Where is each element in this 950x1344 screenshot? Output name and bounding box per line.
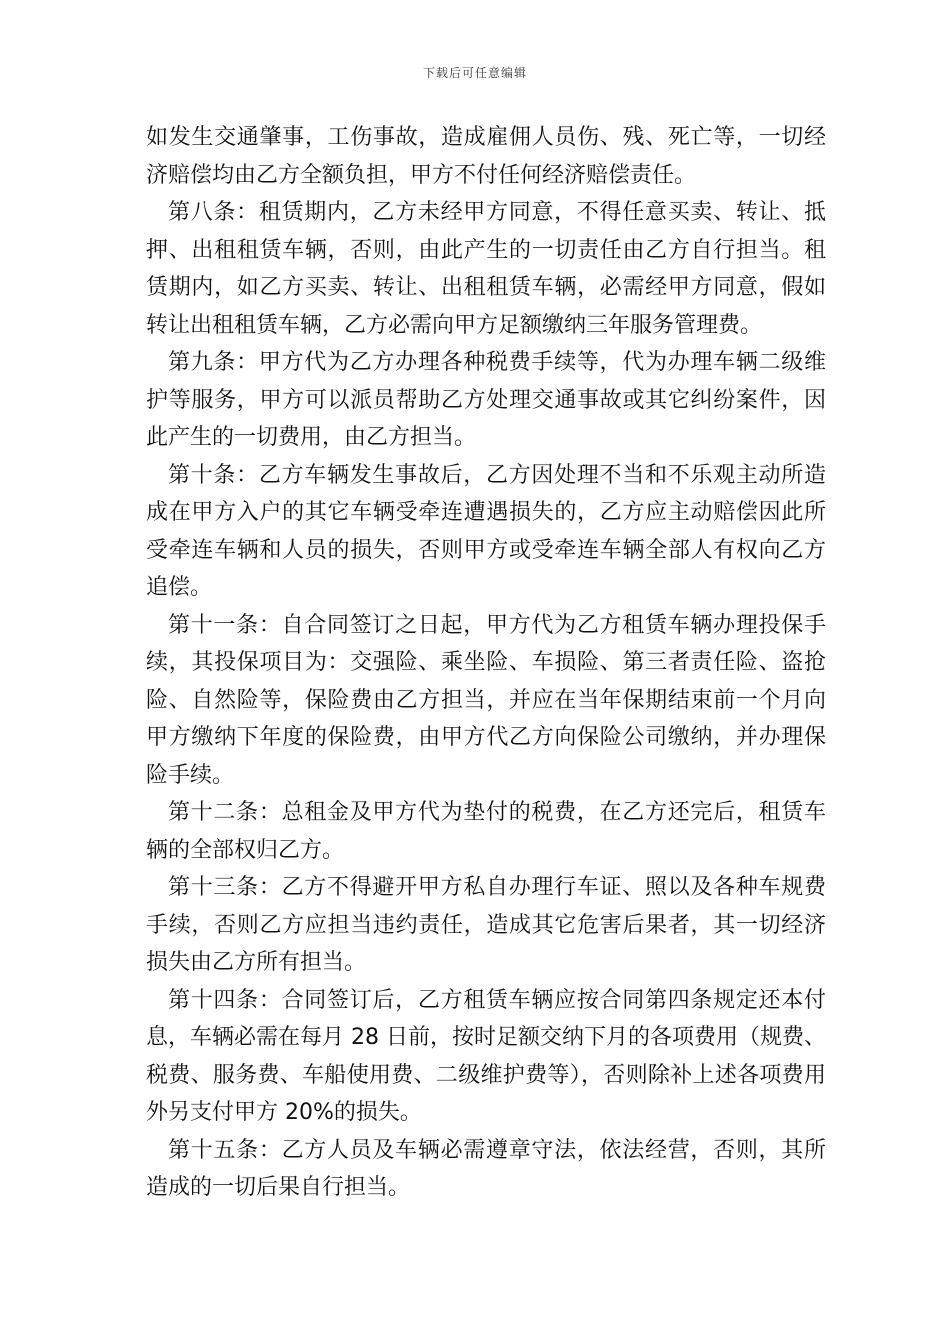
- document-body: [146, 119, 826, 1207]
- paragraph-article-13: 第十三条：乙方不得避开甲方私自办理行车证、照以及各种车规费手续，否则乙方应担当违约责任，造成其它危害后果者，其一切经济损失由乙方所有担当。: [146, 875, 826, 975]
- paragraph-article-14: 第十四条：合同签订后，乙方租赁车辆应按合同第四条规定还本付息，车辆必需在每月 28 日前，按时足额交纳下月的各项费用（规费、税费、服务费、车船使用费、二级维护费等），否则除补上述各项费用外另支付甲方 20%的损失。: [146, 987, 826, 1125]
- paragraph-article-10: 第十条：乙方车辆发生事故后，乙方因处理不当和不乐观主动所造成在甲方入户的其它车辆受牵连遭遇损失的，乙方应主动赔偿因此所受牵连车辆和人员的损失，否则甲方或受牵连车辆全部人有权向乙方追偿。: [146, 462, 826, 600]
- paragraph-article-15: 第十五条：乙方人员及车辆必需遵章守法，依法经营，否则，其所造成的一切后果自行担当。: [146, 1137, 826, 1200]
- paragraph-article-8: 第八条：租赁期内，乙方未经甲方同意，不得任意买卖、转让、抵押、出租租赁车辆，否则，由此产生的一切责任由乙方自行担当。租赁期内，如乙方买卖、转让、出租租赁车辆，必需经甲方同意，假如转让出租租赁车辆，乙方必需向甲方足额缴纳三年服务管理费。: [146, 200, 826, 338]
- paragraph-continuation: 如发生交通肇事，工伤事故，造成雇佣人员伤、残、死亡等，一切经济赔偿均由乙方全额负担，甲方不付任何经济赔偿责任。: [146, 125, 826, 188]
- page-header-note: 下载后可任意编辑: [422, 66, 527, 80]
- paragraph-article-11: 第十一条：自合同签订之日起，甲方代为乙方租赁车辆办理投保手续，其投保项目为：交强险、乘坐险、车损险、第三者责任险、盗抢险、自然险等，保险费由乙方担当，并应在当年保期结束前一个月向甲方缴纳下年度的保险费，由甲方代乙方向保险公司缴纳，并办理保险手续。: [146, 612, 826, 788]
- paragraph-article-9: 第九条：甲方代为乙方办理各种税费手续等，代为办理车辆二级维护等服务，甲方可以派员帮助乙方处理交通事故或其它纠纷案件，因此产生的一切费用，由乙方担当。: [146, 350, 826, 450]
- paragraph-article-12: 第十二条：总租金及甲方代为垫付的税费，在乙方还完后，租赁车辆的全部权归乙方。: [146, 800, 826, 863]
